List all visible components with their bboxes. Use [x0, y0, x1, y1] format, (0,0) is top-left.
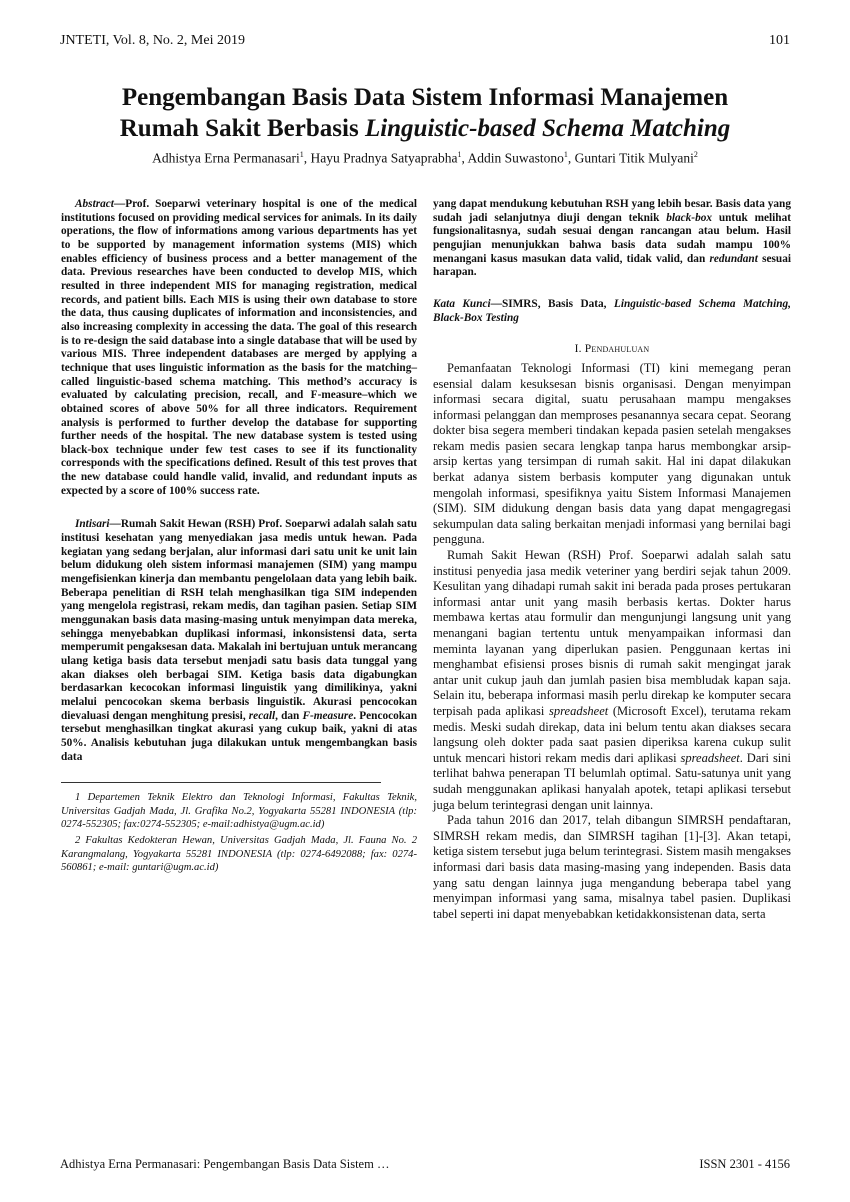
intisari-continued: [433, 198, 791, 280]
running-footer-issn: ISSN 2301 - 4156: [699, 1157, 790, 1171]
body-paragraph-3: Pada tahun 2016 dan 2017, telah dibangun SIMRSH pendaftaran, SIMRSH rekam medis, dan SIMRSH tagihan [1]-[3]. Akan tetapi, ketiga sistem tersebut juga belum terintegrasi. Sistem masih mengakses informasi dari basis data masing-masing yang independen. Basis data yang satu dengan lainnya juga mengandung beberapa tabel yang menyimpan informasi yang sama, misalnya tabel pasien. Duplikasi tabel seperti ini dapat menyebabkan ketidakkonsistenan data, serta: [433, 813, 791, 921]
intisari-text-1: —Rumah Sakit Hewan (RSH) Prof. Soeparwi adalah salah satu institusi kesehatan yang menyediakan jasa medis untuk hewan. Pada kegiatan yang sedang berjalan, alur informasi dari satu unit ke unit lain belum didukung oleh sistem informasi manajemen (SIM) yang mampu mengefisienkan kinerja dan membantu pengelolaan data yang lebih baik. Beberapa penelitian di RSH telah menghasilkan tiga SIM independen yang mengelola registrasi, rekam medis, dan tagihan pasien. Setiap SIM menggunakan basis data masing-masing untuk menyimpan data mereka, sehingga menyebabkan duplikasi informasi, inkonsistensi data, serta memperumit pengaksesan data. Makalah ini bertujuan untuk merancang ulang ketiga basis data tersebut menjadi satu basis data tunggal yang akan diakses oleh berbagai SIM. Ketiga basis data digabungkan berdasarkan kecocokan informasi linguistik yang dimilikinya, yakni melalui pencocokan skema berbasis linguistik. Akurasi pencocokan dievaluasi dengan menghitung presisi,: [61, 518, 417, 722]
author-1: Adhistya Erna Permanasari: [152, 150, 300, 166]
footnote-rule: [61, 782, 381, 783]
intisari-fmeasure: F-measure: [302, 709, 354, 722]
paper-title: [40, 82, 810, 144]
intisari-lead: Intisari: [75, 518, 110, 531]
abstract-paragraph: [61, 198, 417, 498]
intisari-mid: , dan: [275, 709, 303, 722]
abstract-text: —Prof. Soeparwi veterinary hospital is one of the medical institutions focused on providing medical services for animals. In its daily operations, the flow of informations among various departments has yet to be supported by management information systems (MIS) which enables efficiency of business process and a better management of the data. Previous researches have been conducted to develop MIS, which resulted in three independent MIS for managing registration, medical records, and patient bills. Each MIS is using their own database to store the data, thus causing duplicates of information and inconsistencies, and also increasing complexity in accessing the data. The goal of this research is to re-design the said database into a single database that will be used by various MIS. Three independent databases are merged by applying a technique that uses linguistic information as the basis for the matching–called linguistic-based schema matching. This method’s accuracy is evaluated by calculating precision, recall, and F-measure–which we obtained scores of above 50% for all three indicators. Requirement analysis is performed to further develop the database for supporting further needs of the hospital. The new database system is tested using black-box technique under few test cases to see if its functionality corresponds with the specifications defined. Result of this test proves that the new database could handle valid, invalid, and redundant inputs as expected by a score of 100% success rate.: [61, 198, 417, 497]
title-line-1: Pengembangan Basis Data Sistem Informasi Manajemen: [121, 84, 729, 111]
section-body: [433, 361, 791, 922]
intisari-blackbox: black-box: [666, 211, 713, 224]
keyword-sep: ,: [788, 297, 791, 310]
author-list: [40, 150, 810, 167]
running-header-journal: JNTETI, Vol. 8, No. 2, Mei 2019: [60, 33, 245, 48]
intisari-redundant: redundant: [709, 252, 758, 265]
p2-part-b: (Microsoft Excel), terutama rekam medis. Meski sudah direkap, data ini belum tentu akan diakses secara langsung oleh dokter pada saat pasien diperiksa karena cukup sulit untuk mencari histori rekam medis dari aplikasi: [433, 703, 791, 765]
title-line-2-plain: Rumah Sakit Berbasis: [119, 115, 365, 142]
p2-part-c: . Dari sini terlihat bahwa penerapan TI belumlah optimal. Satu-satunya unit yang sudah menggunakan aplikasi hanyalah apotek, tetapi aplikasi tersebut juga belum terintegrasi dengan unit lainnya.: [433, 750, 791, 812]
running-footer-left: Adhistya Erna Permanasari: Pengembangan Basis Data Sistem …: [60, 1157, 390, 1171]
author-1-affil: 1: [299, 150, 304, 159]
right-column: [433, 198, 791, 922]
left-column: [61, 198, 417, 878]
page-number: 101: [769, 33, 790, 48]
body-paragraph-1: Pemanfaatan Teknologi Informasi (TI) kini memegang peran esensial dalam kesuksesan bisnis organisasi. Dengan menyimpan informasi secara digital, suatu perusahaan mampu mengakses informasi pelanggan dan memproses pesanannya secara cepat. Seorang dokter bisa segera memberi tindakan kepada pasien setelah mengakses rekam medis pasien secara lengkap tanpa harus membongkar arsip-arsip kertas yang tersimpan di rumah sakit. Hal ini dapat dilakukan berkat adanya sistem berbasis komputer yang digunakan untuk mengolah informasi, spesifiknya yaitu Sistem Informasi Manajemen (SIM). SIM didukung dengan basis data yang dapat mengagregasi sekumpulan data saling berkaitan menjadi informasi yang bernilai bagi pengguna.: [433, 360, 791, 547]
p2-spreadsheet-2: spreadsheet: [680, 750, 740, 765]
body-paragraph-2: [433, 548, 791, 813]
author-2-affil: 1: [457, 150, 462, 159]
intisari-paragraph: [61, 518, 417, 764]
title-line-2: [40, 113, 810, 144]
section-heading: I. Pendahuluan: [574, 343, 650, 356]
p2-spreadsheet-1: spreadsheet: [549, 703, 609, 718]
intisari-recall: recall: [248, 709, 276, 722]
title-line-2-italic: Linguistic-based Schema Matching: [364, 115, 731, 142]
intisari-cont-1: yang dapat mendukung kebutuhan RSH yang lebih besar. Basis data yang sudah jadi selanjutnya diuji dengan teknik: [433, 198, 791, 224]
keywords-lead: Kata Kunci: [433, 297, 491, 310]
keywords-text: —SIMRS, Basis Data,: [490, 297, 614, 310]
footnote-1: 1 Departemen Teknik Elektro dan Teknologi Informasi, Fakultas Teknik, Universitas Gadjah Mada, Jl. Grafika No.2, Yogyakarta 55281 INDONESIA (tlp: 0274-552305; fax:0274-552305; e-mail:adhistya@ugm.ac.id): [61, 792, 417, 831]
keyword-1: Linguistic-based Schema Matching: [613, 297, 789, 310]
author-3-affil: 1: [563, 150, 568, 159]
keywords: [433, 298, 791, 325]
footnote-2: 2 Fakultas Kedokteran Hewan, Universitas Gadjah Mada, Jl. Fauna No. 2 Karangmalang, Yogyakarta 55281 INDONESIA (tlp: 0274-6492088; fax: 0274-560861; e-mail: guntari@ugm.ac.id): [61, 835, 417, 874]
author-3: , Addin Suwastono: [461, 150, 564, 166]
p2-part-a: Rumah Sakit Hewan (RSH) Prof. Soeparwi adalah salah satu institusi penyedia jasa medik veteriner yang berdiri sejak tahun 2009. Kesulitan yang dihadapi rumah sakit ini berada pada proses pertukaran informasi antar unit yang masih berbasis kertas. Dokter harus membawa kertas atau formulir dan mengunjungi langsung unit yang menangani bagian tertentu untuk menyampaikan informasi dan meminta layanan yang diperlukan pasien. Penggunaan kertas ini menghambat efisiensi proses bisnis di rumah sakit mengingat jarak antar unit cukup jauh dan jumlah pasien bisa membludak kapan saja. Selain itu, beberapa informasi masih perlu direkap ke komputer secara terpisah pada aplikasi: [433, 548, 791, 718]
author-4-affil: 2: [693, 150, 698, 159]
keyword-2: Black-Box Testing: [433, 311, 519, 324]
intisari-cont-2: untuk melihat fungsionalitasnya, sudah sesuai dengan rancangan atau belum. Hasil pengujian menunjukkan bahwa basis data sudah mampu 100% menangani kasus masukan data valid, tidak valid, dan: [433, 211, 791, 265]
author-4: , Guntari Titik Mulyani: [567, 150, 694, 166]
intisari-cont-3: sesuai harapan.: [433, 252, 791, 279]
author-2: , Hayu Pradnya Satyaprabha: [303, 150, 458, 166]
intisari-text-2: . Pencocokan tersebut menghasilkan tingkat akurasi yang cukup baik, yakni di atas 50%. Analisis kebutuhan juga dilakukan untuk mengembangkan basis data: [61, 709, 417, 763]
abstract-lead: Abstract: [75, 198, 114, 210]
